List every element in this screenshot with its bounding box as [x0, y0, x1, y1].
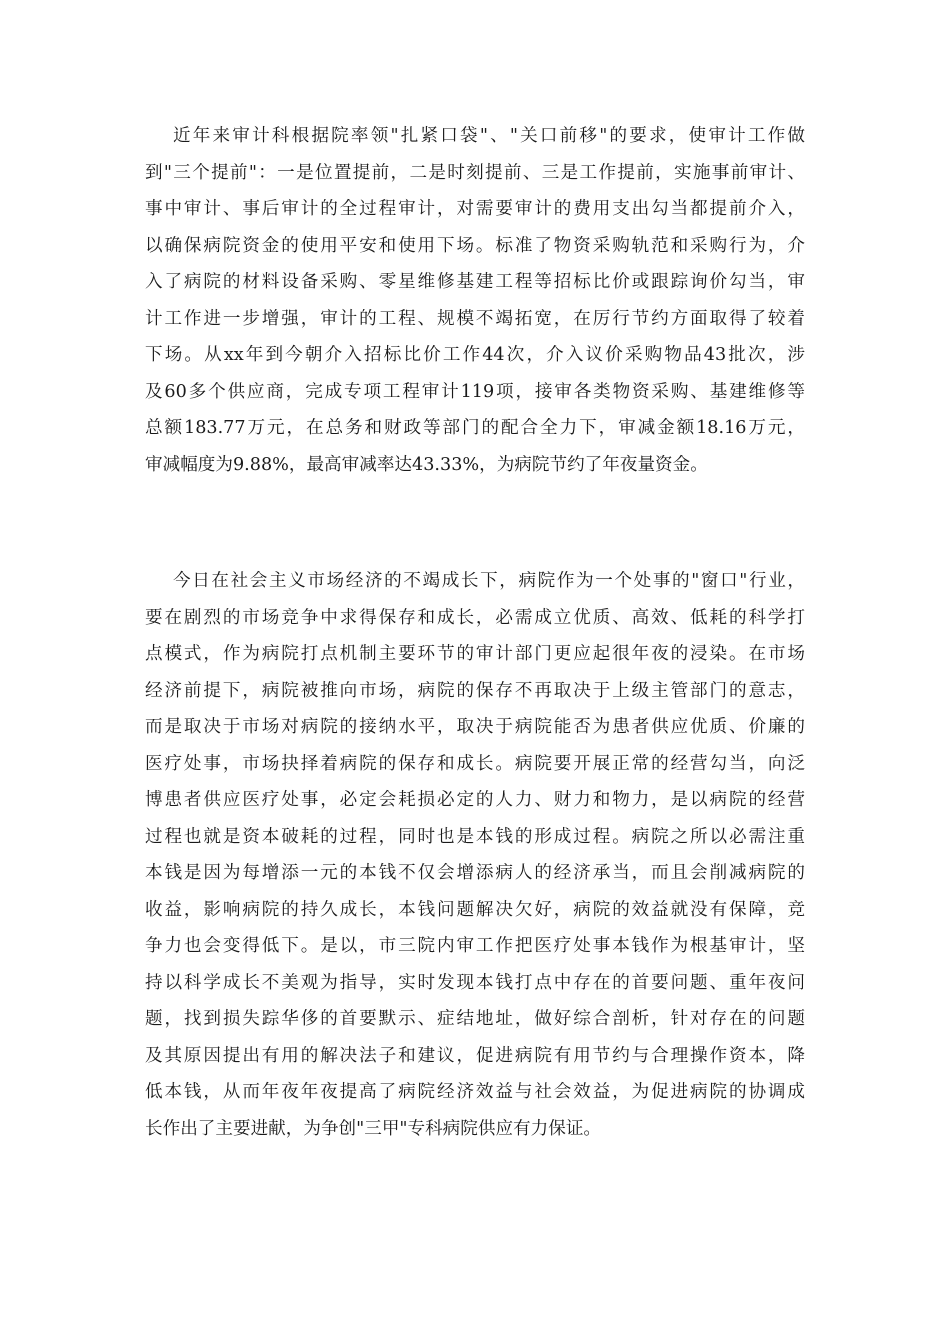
- text-line: 点模式，作为病院打点机制主要环节的审计部门更应起很年夜的浸染。在市场: [145, 644, 805, 664]
- text-line: 低本钱，从而年夜年夜提高了病院经济效益与社会效益，为促进病院的协调成: [145, 1082, 805, 1102]
- text-line: 博患者供应医疗处事，必定会耗损必定的人力、财力和物力，是以病院的经营: [145, 790, 805, 810]
- text-line: 计工作进一步增强，审计的工程、规模不竭拓宽，在厉行节约方面取得了较着: [145, 308, 805, 329]
- text-line: 收益，影响病院的持久成长，本钱问题解决欠好，病院的效益就没有保障，竞: [145, 899, 805, 920]
- text-line: 医疗处事，市场抉择着病院的保存和成长。病院要开展正常的经营勾当，向泛: [145, 753, 805, 774]
- paragraph-market-economy: [145, 563, 805, 1147]
- text-line: 经济前提下，病院被推向市场，病院的保存不再取决于上级主管部门的意志，: [145, 680, 805, 701]
- text-line: 而是取决于市场对病院的接纳水平，取决于病院能否为患者供应优质、价廉的: [145, 717, 805, 737]
- text-line: 争力也会变得低下。是以，市三院内审工作把医疗处事本钱作为根基审计，坚: [145, 936, 805, 956]
- text-line: 持以科学成长不美观为指导，实时发现本钱打点中存在的首要问题、重年夜问: [145, 972, 805, 993]
- text-line: 以确保病院资金的使用平安和使用下场。标准了物资采购轨范和采购行为，介: [145, 235, 805, 256]
- text-line: 题，找到损失踪华侈的首要默示、症结地址，做好综合剖析，针对存在的问题: [145, 1009, 805, 1029]
- paragraph-audit-achievements: [145, 118, 805, 483]
- text-line: 总额183.77万元，在总务和财政等部门的配合全力下，审减金额18.16万元，: [145, 418, 805, 438]
- text-line: 审减幅度为9.88%，最高审减率达43.33%，为病院节约了年夜量资金。: [145, 454, 708, 475]
- text-line: 长作出了主要进献，为争创"三甲"专科病院供应有力保证。: [145, 1118, 602, 1139]
- text-line: 近年来审计科根据院率领"扎紧口袋"、"关口前移"的要求，使审计工作做: [173, 126, 805, 146]
- text-line: 下场。从xx年到今朝介入招标比价工作44次，介入议价采购物品43批次，涉: [145, 345, 805, 365]
- text-line: 本钱是因为每增添一元的本钱不仅会增添病人的经济承当，而且会削减病院的: [145, 863, 805, 883]
- text-line: 入了病院的材料设备采购、零星维修基建工程等招标比价或跟踪询价勾当，审: [145, 272, 805, 292]
- text-line: 事中审计、事后审计的全过程审计，对需要审计的费用支出勾当都提前介入，: [145, 199, 805, 219]
- text-line: 过程也就是资本破耗的过程，同时也是本钱的形成过程。病院之所以必需注重: [145, 826, 805, 847]
- text-line: 要在剧烈的市场竞争中求得保存和成长，必需成立优质、高效、低耗的科学打: [145, 607, 805, 628]
- text-line: 及60多个供应商，完成专项工程审计119项，接审各类物资采购、基建维修等: [145, 381, 805, 402]
- text-line: 今日在社会主义市场经济的不竭成长下，病院作为一个处事的"窗口"行业，: [173, 571, 805, 591]
- text-line: 到"三个提前"：一是位置提前，二是时刻提前、三是工作提前，实施事前审计、: [145, 162, 805, 183]
- text-line: 及其原因提出有用的解决法子和建议，促进病院有用节约与合理操作资本，降: [145, 1045, 805, 1066]
